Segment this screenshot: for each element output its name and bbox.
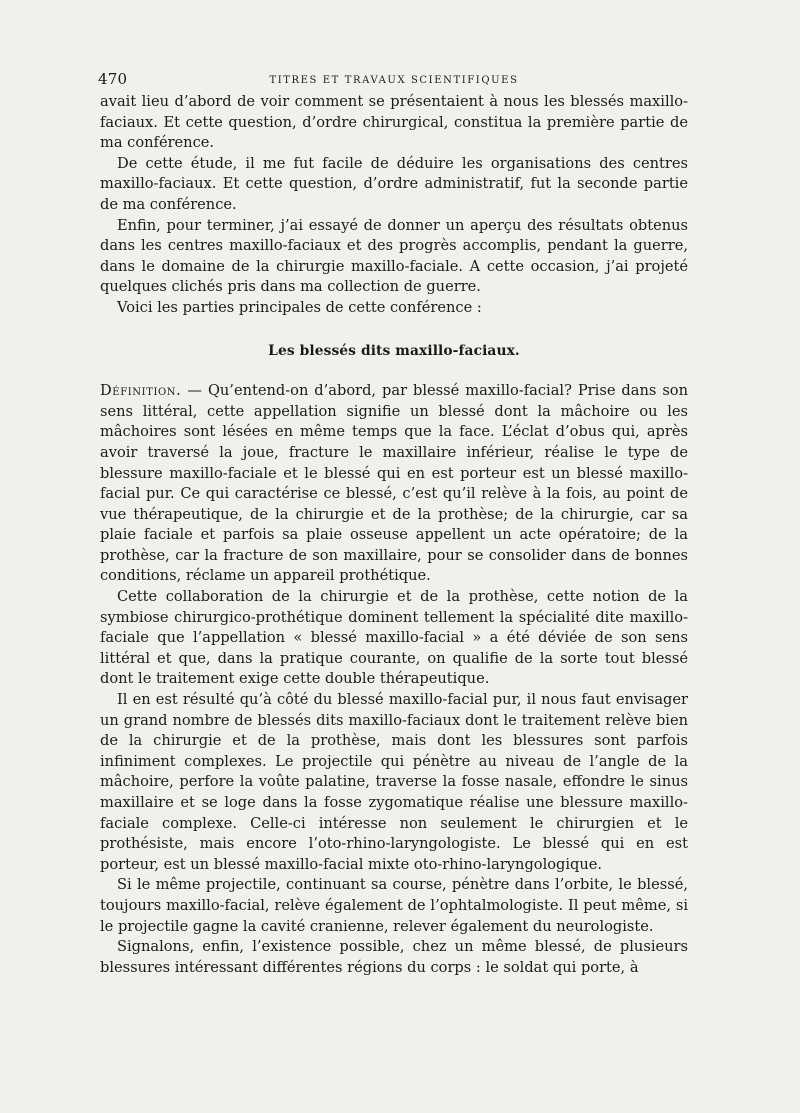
page-number: 470 [98,70,128,88]
definition-label: Définition. [100,382,182,400]
section-paragraph-4: Signalons, enfin, l’existence possible, chez un même blessé, de plusieurs blessures intéressant différentes régions du corps : le soldat qui porte, à [100,938,688,976]
intro-paragraph-4: Voici les parties principales de cette conférence : [117,298,482,316]
intro-paragraph-3: Enfin, pour terminer, j’ai essayé de donner un aperçu des résultats obtenus dans les centres maxillo-faciaux et des progrès accomplis, pendant la guerre, dans le domaine de la chirurgie maxillo-faciale. A cette occasion, j’ai projeté quelques clichés pris dans ma collection de guerre. [100,216,688,296]
body-text [100,92,688,978]
section-paragraph-3: Si le même projectile, continuant sa course, pénètre dans l’orbite, le blessé, toujours maxillo-facial, relève également de l’ophtalmologiste. Il peut même, si le projectile gagne la cavité cranienne, relever également du neurologiste. [100,876,688,935]
running-head: TITRES ET TRAVAUX SCIENTIFIQUES [269,75,519,86]
book-page [100,66,688,1096]
section-paragraph-2: Il en est résulté qu’à côté du blessé maxillo-facial pur, il nous faut envisager un grand nombre de blessés dits maxillo-faciaux dont le traitement relève bien de la chirurgie et de la prothèse, mais dont les blessures sont parfois infiniment complexes. Le projectile qui pénètre au niveau de l’angle de la mâchoire, perfore la voûte palatine, traverse la fosse nasale, effondre le sinus maxillaire et se loge dans la fosse zygomatique réalise une blessure maxillo-faciale complexe. Celle-ci intéresse non seulement le chirurgien et le prothésiste, mais encore l’oto-rhino-laryngologiste. Le blessé qui en est porteur, est un blessé maxillo-facial mixte oto-rhino-laryngologique. [100,691,688,873]
page-header [100,66,688,92]
section-paragraph-1: Cette collaboration de la chirurgie et de la prothèse, cette notion de la symbiose chirurgico-prothétique dominent tellement la spécialité dite maxillo-faciale que l’appellation « blessé maxillo-facial » a été déviée de son sens littéral et que, dans la pratique courante, on qualifie de la sorte tout blessé dont le traitement exige cette double thérapeutique. [100,588,688,688]
definition-paragraph [100,381,688,587]
intro-paragraph-1: avait lieu d’abord de voir comment se présentaient à nous les blessés maxillo-faciaux. Et cette question, d’ordre chirurgical, constitua la première partie de ma conférence. [100,93,688,152]
intro-paragraph-2: De cette étude, il me fut facile de déduire les organisations des centres maxillo-faciaux. Et cette question, d’ordre administratif, fut la seconde partie de ma conférence. [100,154,688,213]
definition-text: — Qu’entend-on d’abord, par blessé maxillo-facial? Prise dans son sens littéral, cette appellation signifie un blessé dont la mâchoire ou les mâchoires sont lésées en même temps que la face. L’éclat d’obus qui, après avoir traversé la joue, fracture le maxillaire inférieur, réalise le type de blessure maxillo-faciale et le blessé qui en est porteur est un blessé maxillo-facial pur. Ce qui caractérise ce blessé, c’est qu’il relève à la fois, au point de vue thérapeutique, de la chirurgie et de la prothèse; de la chirurgie, car sa plaie faciale et parfois sa plaie osseuse appellent un acte opératoire; de la prothèse, car la fracture de son maxillaire, pour se consolider dans de bonnes conditions, réclame un appareil prothétique. [100,382,688,585]
section-title: Les blessés dits maxillo-faciaux. [268,342,520,359]
